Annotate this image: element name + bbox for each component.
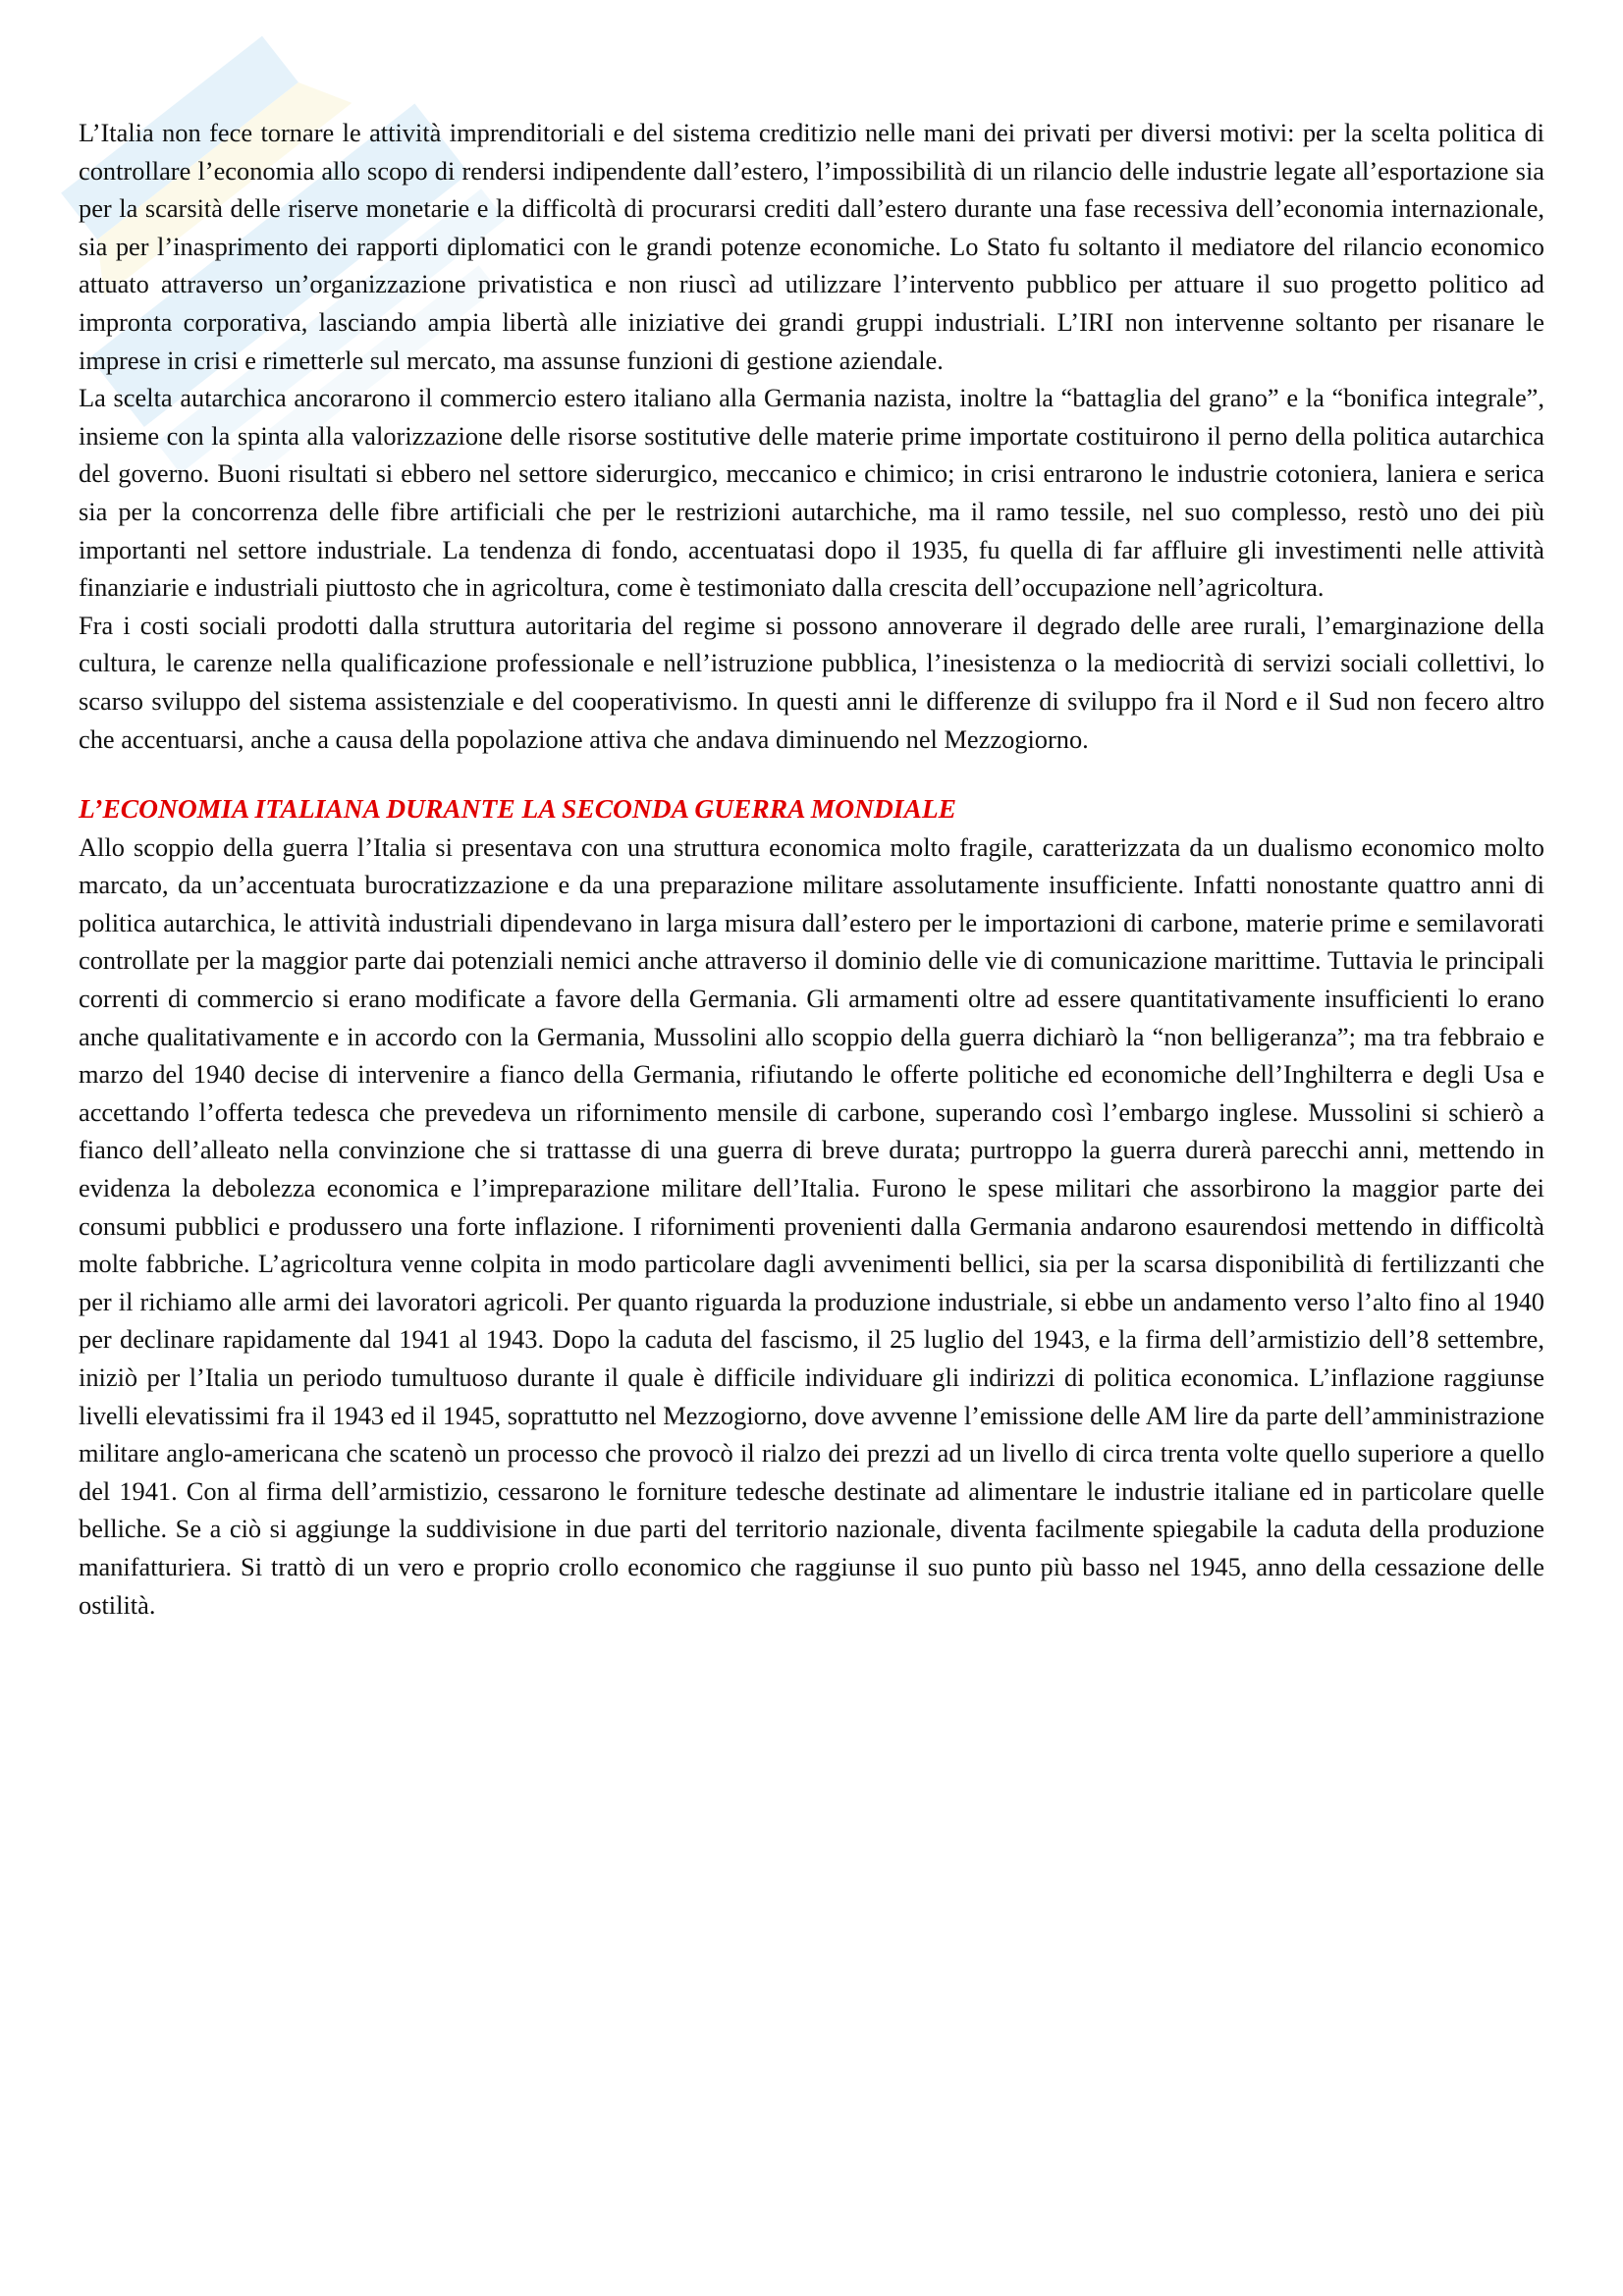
paragraph-autarchia: La scelta autarchica ancorarono il commercio estero italiano alla Germania nazista, inoltre la “battaglia del grano” e la “bonifica integrale”, insieme con la spinta alla valorizzazione delle risorse sostitutive delle materie prime importate costituirono il perno della politica autarchica del governo. Buoni risultati si ebbero nel settore siderurgico, meccanico e chimico; in crisi entrarono le industrie cotoniera, laniera e serica sia per la concorrenza delle fibre artificiali che per le restrizioni autarchiche, ma il ramo tessile, nel suo complesso, restò uno dei più importanti nel settore industriale. La tendenza di fondo, accentuatasi dopo il 1935, fu quella di far affluire gli investimenti nelle attività finanziarie e industriali piuttosto che in agricoltura, come è testimoniato dalla crescita dell’occupazione nell’agricoltura. <box>79 383 1544 603</box>
section-heading-guerra: L’ECONOMIA ITALIANA DURANTE LA SECONDA GUERRA MONDIALE <box>79 793 956 825</box>
paragraph-costi-sociali: Fra i costi sociali prodotti dalla struttura autoritaria del regime si possono annoverare il degrado delle aree rurali, l’emarginazione della cultura, le carenze nella qualificazione professionale e nell’istruzione pubblica, l’inesistenza o la mediocrità di servizi sociali collettivi, lo scarso sviluppo del sistema assistenziale e del cooperativismo. In questi anni le differenze di sviluppo fra il Nord e il Sud non fecero altro che accentuarsi, anche a causa della popolazione attiva che andava diminuendo nel Mezzogiorno. <box>79 610 1544 754</box>
paragraph-iri-intro: L’Italia non fece tornare le attività imprenditoriali e del sistema creditizio nelle mani dei privati per diversi motivi: per la scelta politica di controllare l’economia allo scopo di rendersi indipendente dall’estero, l’impossibilità di un rilancio delle industrie legate all’esportazione sia per la scarsità delle riserve monetarie e la difficoltà di procurarsi crediti dall’estero durante una fase recessiva dell’economia internazionale, sia per l’inasprimento dei rapporti diplomatici con le grandi potenze economiche. Lo Stato fu soltanto il mediatore del rilancio economico attuato attraverso un’organizzazione privatistica e non riuscì ad utilizzare l’intervento pubblico per attuare il suo progetto politico ad impronta corporativa, lasciando ampia libertà alle iniziative dei grandi gruppi industriali. L’IRI non intervenne soltanto per risanare le imprese in crisi e rimetterle sul mercato, ma assunse funzioni di gestione aziendale. <box>79 118 1544 375</box>
paragraph-economia-guerra: Allo scoppio della guerra l’Italia si presentava con una struttura economica molto fragile, caratterizzata da un dualismo economico molto marcato, da un’accentuata burocratizzazione e da una preparazione militare assolutamente insufficiente. Infatti nonostante quattro anni di politica autarchica, le attività industriali dipendevano in larga misura dall’estero per le importazioni di carbone, materie prime e semilavorati controllate per la maggior parte dai potenziali nemici anche attraverso il dominio delle vie di comunicazione marittime. Tuttavia le principali correnti di commercio si erano modificate a favore della Germania. Gli armamenti oltre ad essere quantitativamente insufficienti lo erano anche qualitativamente e in accordo con la Germania, Mussolini allo scoppio della guerra dichiarò la “non belligeranza”; ma tra febbraio e marzo del 1940 decise di intervenire a fianco della Germania, rifiutando le offerte politiche ed economiche dell’Inghilterra e degli Usa e accettando l’offerta tedesca che prevedeva un rifornimento mensile di carbone, superando così l’embargo inglese. Mussolini si schierò a fianco dell’alleato nella convinzione che si trattasse di una guerra di breve durata; purtroppo la guerra durerà parecchi anni, mettendo in evidenza la debolezza economica e l’impreparazione militare dell’Italia. Furono le spese militari che assorbirono la maggior parte dei consumi pubblici e produssero una forte inflazione. I rifornimenti provenienti dalla Germania andarono esaurendosi mettendo in difficoltà molte fabbriche. L’agricoltura venne colpita in modo particolare dagli avvenimenti bellici, sia per la scarsa disponibilità di fertilizzanti che per il richiamo alle armi dei lavoratori agricoli. Per quanto riguarda la produzione industriale, si ebbe un andamento verso l’alto fino al 1940 per declinare rapidamente dal 1941 al 1943. Dopo la caduta del fascismo, il 25 luglio del 1943, e la firma dell’armistizio dell’8 settembre, iniziò per l’Italia un periodo tumultuoso durante il quale è difficile individuare gli indirizzi di politica economica. L’inflazione raggiunse livelli elevatissimi fra il 1943 ed il 1945, soprattutto nel Mezzogiorno, dove avvenne l’emissione delle AM lire da parte dell’amministrazione militare anglo-americana che scatenò un processo che provocò il rialzo dei prezzi ad un livello di circa trenta volte quello superiore a quello del 1941. Con al firma dell’armistizio, cessarono le forniture tedesche destinate ad alimentare le industrie italiane ed in particolare quelle belliche. Se a ciò si aggiunge la suddivisione in due parti del territorio nazionale, diventa facilmente spiegabile la caduta della produzione manifatturiera. Si trattò di un vero e proprio crollo economico che raggiunse il suo punto più basso nel 1945, anno della cessazione delle ostilità. <box>79 831 1544 1620</box>
document-page <box>79 114 1544 1624</box>
